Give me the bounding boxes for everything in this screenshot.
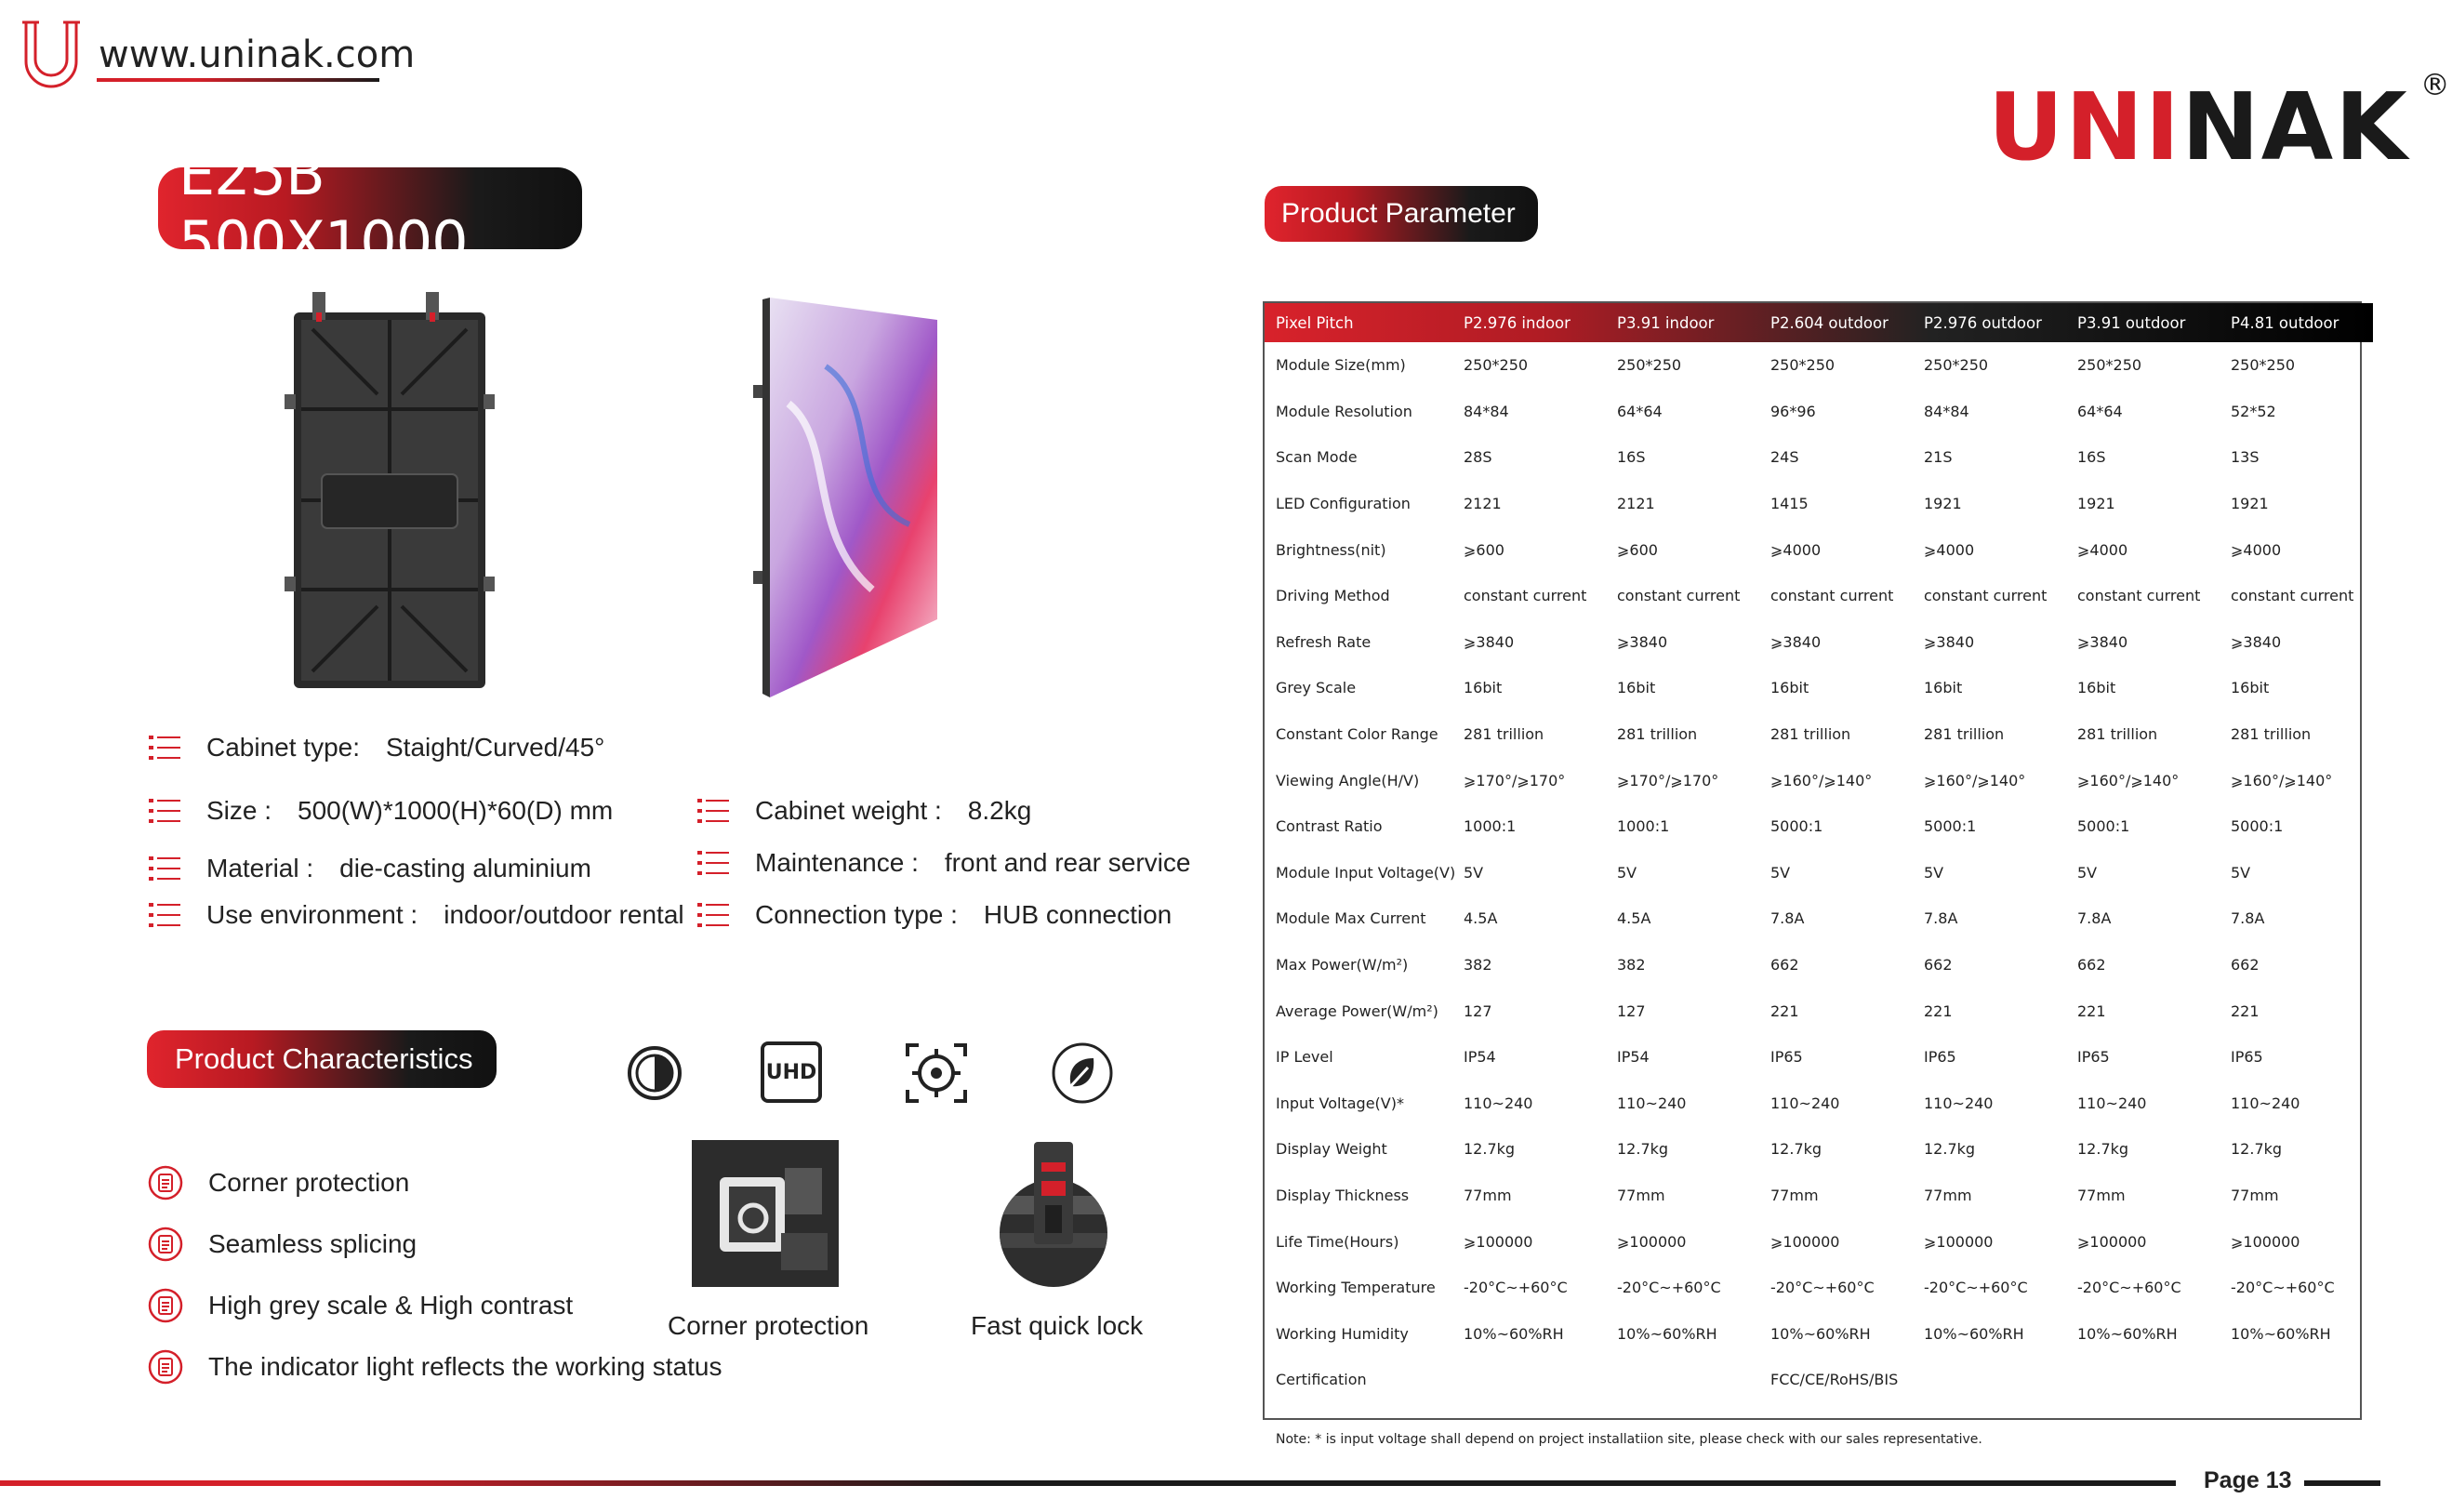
table-cell: 110~240 [1464, 1094, 1533, 1112]
table-cell: 7.8A [2077, 909, 2112, 928]
characteristics-title: Product Characteristics [147, 1030, 497, 1088]
table-row [1265, 1173, 2373, 1219]
page-number: Page 13 [2204, 1467, 2292, 1493]
table-cell: 127 [1464, 1001, 1492, 1020]
table-cell: 1921 [2077, 495, 2115, 513]
table-cell: 10%~60%RH [1464, 1324, 1564, 1343]
table-cell: 10%~60%RH [1770, 1324, 1871, 1343]
table-cell: ⩾3840 [2077, 632, 2128, 651]
row-label: Constant Color Range [1276, 725, 1438, 744]
parameter-table [1263, 301, 2362, 1420]
table-cell: 221 [1924, 1001, 1953, 1020]
table-cell: 12.7kg [1770, 1140, 1822, 1159]
spec-cabinet-type [149, 733, 604, 763]
spec-label: Connection type : [755, 900, 958, 929]
brand-black-part: NAK [2181, 73, 2409, 181]
table-cell: IP65 [1770, 1048, 1803, 1067]
table-cell: IP65 [1924, 1048, 1956, 1067]
table-cell: 64*64 [2077, 402, 2123, 420]
table-cell: 77mm [2231, 1186, 2279, 1204]
table-header-cell: P4.81 outdoor [2231, 313, 2339, 332]
table-cell: 5V [1924, 863, 1944, 882]
row-label: Working Humidity [1276, 1324, 1409, 1343]
spec-maintenance [697, 848, 1190, 878]
table-row [1265, 711, 2373, 758]
table-cell: 77mm [1464, 1186, 1512, 1204]
table-cell: ⩾600 [1464, 540, 1504, 559]
table-cell: ⩾160°/⩾140° [2077, 771, 2180, 789]
table-cell: 5V [2231, 863, 2251, 882]
table-cell: ⩾160°/⩾140° [1924, 771, 2026, 789]
row-label: Average Power(W/m²) [1276, 1001, 1438, 1020]
table-cell: ⩾100000 [1770, 1232, 1840, 1251]
table-cell: ⩾160°/⩾140° [1770, 771, 1873, 789]
table-row [1265, 988, 2373, 1034]
table-cell: ⩾3840 [2231, 632, 2282, 651]
table-cell: 52*52 [2231, 402, 2276, 420]
table-cell: 10%~60%RH [1617, 1324, 1717, 1343]
table-cell: 221 [1770, 1001, 1799, 1020]
table-row [1265, 1265, 2373, 1311]
table-cell: 77mm [2077, 1186, 2126, 1204]
table-cell: 7.8A [2231, 909, 2265, 928]
table-row [1265, 389, 2373, 435]
table-cell: 4.5A [1617, 909, 1651, 928]
table-cell: 5V [2077, 863, 2098, 882]
registered-mark: ® [2419, 67, 2452, 102]
table-cell: -20°C~+60°C [1924, 1279, 2028, 1297]
table-cell: 10%~60%RH [2231, 1324, 2331, 1343]
corner-protection-photo [692, 1140, 839, 1287]
footer-line-end [2304, 1480, 2380, 1486]
row-label: Max Power(W/m²) [1276, 956, 1409, 975]
table-cell: 16bit [1924, 679, 1963, 697]
table-cell: 5000:1 [1770, 817, 1823, 836]
table-cell: 77mm [1924, 1186, 1972, 1204]
table-cell: 24S [1770, 448, 1799, 467]
table-cell: 281 trillion [1464, 725, 1544, 744]
uhd-icon [761, 1041, 822, 1103]
table-cell: IP65 [2231, 1048, 2263, 1067]
table-header-cell: P2.976 outdoor [1924, 313, 2042, 332]
table-cell: 1000:1 [1464, 817, 1517, 836]
table-cell: 7.8A [1770, 909, 1805, 928]
table-cell: ⩾100000 [1464, 1232, 1533, 1251]
table-cell: 2121 [1617, 495, 1655, 513]
spec-label: Material : [206, 854, 314, 882]
table-cell: 281 trillion [2077, 725, 2158, 744]
table-cell: constant current [2231, 587, 2354, 605]
row-label: Module Size(mm) [1276, 356, 1406, 375]
table-cell [1606, 1357, 1759, 1403]
row-label: Scan Mode [1276, 448, 1358, 467]
list-icon [149, 902, 180, 928]
brand-logo [1988, 67, 2452, 181]
table-cell: -20°C~+60°C [1770, 1279, 1875, 1297]
table-row [1265, 526, 2373, 573]
list-icon [149, 735, 180, 761]
table-cell: IP65 [2077, 1048, 2110, 1067]
table-cell: ⩾3840 [1924, 632, 1975, 651]
table-row [1265, 942, 2373, 988]
row-label: LED Configuration [1276, 495, 1411, 513]
row-label: Display Thickness [1276, 1186, 1410, 1204]
spec-size [149, 796, 613, 826]
table-cell: 281 trillion [1924, 725, 2005, 744]
table-cell: 110~240 [1770, 1094, 1840, 1112]
cabinet-back-image [285, 292, 495, 696]
clipboard-icon [147, 1164, 184, 1201]
table-cell: 12.7kg [2077, 1140, 2129, 1159]
clipboard-icon [147, 1348, 184, 1386]
table-cell: 64*64 [1617, 402, 1663, 420]
spec-label: Cabinet type: [206, 733, 360, 762]
table-cell: 84*84 [1464, 402, 1509, 420]
table-cell: 662 [1924, 956, 1953, 975]
table-row [1265, 342, 2373, 389]
table-cell: 77mm [1617, 1186, 1665, 1204]
fast-quick-lock-photo [980, 1140, 1127, 1287]
table-cell: 5000:1 [1924, 817, 1977, 836]
uninak-u-logo [20, 19, 82, 89]
footnote: Note: * is input voltage shall depend on project installatiion site, please check with our sales representative. [1276, 1432, 1982, 1447]
table-cell: ⩾4000 [1770, 540, 1822, 559]
cabinet-front-image [751, 292, 937, 697]
list-icon [149, 798, 180, 824]
table-cell: 662 [2231, 956, 2260, 975]
characteristic-item [147, 1348, 722, 1386]
photo-caption: Fast quick lock [971, 1311, 1144, 1340]
table-cell: 21S [1924, 448, 1953, 467]
row-label: Grey Scale [1276, 679, 1357, 697]
brand-red-part: UNI [1988, 73, 2182, 181]
characteristic-label: Corner protection [208, 1168, 410, 1197]
table-row [1265, 481, 2373, 527]
row-label: Driving Method [1276, 587, 1390, 605]
table-cell: 12.7kg [1617, 1140, 1669, 1159]
spec-label: Size : [206, 796, 272, 825]
spec-label: Cabinet weight : [755, 796, 942, 825]
leaf-icon [1051, 1041, 1114, 1105]
table-cell: -20°C~+60°C [2077, 1279, 2181, 1297]
table-cell: 5000:1 [2231, 817, 2284, 836]
table-row [1265, 803, 2373, 850]
characteristic-label: High grey scale & High contrast [208, 1291, 574, 1320]
footer-line [0, 1480, 2176, 1486]
row-label: Input Voltage(V)* [1276, 1094, 1404, 1112]
row-label: Module Max Current [1276, 909, 1426, 928]
url-underline [97, 78, 379, 82]
table-cell: 13S [2231, 448, 2260, 467]
table-cell: 10%~60%RH [1924, 1324, 2024, 1343]
table-cell: constant current [1617, 587, 1741, 605]
table-cell: 96*96 [1770, 402, 1816, 420]
row-label: Brightness(nit) [1276, 540, 1386, 559]
table-cell: ⩾4000 [2231, 540, 2282, 559]
table-row [1265, 619, 2373, 666]
table-cell: ⩾4000 [1924, 540, 1975, 559]
table-cell: ⩾3840 [1464, 632, 1515, 651]
table-cell: 281 trillion [1617, 725, 1698, 744]
table-row-certification [1265, 1357, 2373, 1403]
table-header-cell: P2.976 indoor [1464, 313, 1571, 332]
table-cell: constant current [1924, 587, 2048, 605]
table-cell: 16bit [2231, 679, 2270, 697]
table-cell: 5V [1770, 863, 1791, 882]
list-icon [697, 902, 729, 928]
row-label: Module Resolution [1276, 402, 1412, 420]
table-cell: ⩾3840 [1617, 632, 1668, 651]
table-cell: 1415 [1770, 495, 1809, 513]
table-cell: constant current [1464, 587, 1587, 605]
table-cell: 16bit [1770, 679, 1809, 697]
clipboard-icon [147, 1226, 184, 1263]
table-cell: ⩾600 [1617, 540, 1658, 559]
table-row [1265, 850, 2373, 896]
table-row [1265, 757, 2373, 803]
characteristic-label: The indicator light reflects the working status [208, 1352, 722, 1381]
table-cell: 662 [1770, 956, 1799, 975]
table-cell: 250*250 [1464, 356, 1529, 375]
table-cell: 5V [1617, 863, 1637, 882]
table-cell: 221 [2077, 1001, 2106, 1020]
table-header-label: Pixel Pitch [1276, 313, 1354, 332]
table-cell: ⩾100000 [1617, 1232, 1687, 1251]
table-cell: -20°C~+60°C [2231, 1279, 2335, 1297]
table-row [1265, 665, 2373, 711]
table-cell: ⩾170°/⩾170° [1464, 771, 1566, 789]
table-cell: 250*250 [1617, 356, 1682, 375]
spec-label: Use environment : [206, 900, 418, 929]
table-cell: 382 [1617, 956, 1646, 975]
table-cell: 250*250 [1770, 356, 1836, 375]
table-cell: 12.7kg [1464, 1140, 1516, 1159]
table-cell: ⩾4000 [2077, 540, 2128, 559]
table-cell: constant current [1770, 587, 1894, 605]
table-cell: 16bit [1617, 679, 1656, 697]
list-icon [149, 855, 180, 882]
spec-material [149, 854, 591, 883]
table-cell: ⩾3840 [1770, 632, 1822, 651]
spec-value: 8.2kg [967, 796, 1032, 825]
table-cell: 281 trillion [1770, 725, 1851, 744]
table-cell: 250*250 [2231, 356, 2296, 375]
table-row [1265, 895, 2373, 942]
table-cell: 250*250 [2077, 356, 2142, 375]
spec-value: 500(W)*1000(H)*60(D) mm [298, 796, 614, 825]
target-icon [904, 1041, 969, 1105]
table-cell: 1921 [1924, 495, 1962, 513]
table-cell: 84*84 [1924, 402, 1969, 420]
table-cell: IP54 [1617, 1048, 1650, 1067]
table-cell: -20°C~+60°C [1617, 1279, 1721, 1297]
table-row [1265, 1081, 2373, 1127]
table-cell: 16S [1617, 448, 1646, 467]
list-icon [697, 850, 729, 876]
row-label: Certification [1276, 1371, 1367, 1389]
table-cell: -20°C~+60°C [1464, 1279, 1568, 1297]
table-cell: ⩾160°/⩾140° [2231, 771, 2333, 789]
characteristic-item [147, 1164, 409, 1201]
table-row [1265, 1034, 2373, 1081]
table-cell: 1000:1 [1617, 817, 1670, 836]
table-cell: 250*250 [1924, 356, 1989, 375]
characteristic-label: Seamless splicing [208, 1229, 418, 1258]
spec-label: Maintenance : [755, 848, 919, 877]
table-row [1265, 573, 2373, 619]
table-cell: 2121 [1464, 495, 1502, 513]
table-cell: 110~240 [1924, 1094, 1994, 1112]
spec-cabinet-weight [697, 796, 1031, 826]
table-cell: ⩾100000 [2077, 1232, 2147, 1251]
table-cell: ⩾100000 [1924, 1232, 1994, 1251]
table-cell: 110~240 [1617, 1094, 1687, 1112]
table-cell: 221 [2231, 1001, 2260, 1020]
table-cell: 16bit [2077, 679, 2116, 697]
characteristic-item [147, 1226, 417, 1263]
row-label: Viewing Angle(H/V) [1276, 771, 1420, 789]
table-row [1265, 1310, 2373, 1357]
row-label: Module Input Voltage(V) [1276, 863, 1456, 882]
characteristic-item [147, 1287, 573, 1324]
spec-use-environment [149, 900, 684, 930]
table-cell: 5V [1464, 863, 1484, 882]
row-label: Display Weight [1276, 1140, 1387, 1159]
spec-connection-type [697, 900, 1172, 930]
spec-value: indoor/outdoor rental [444, 900, 684, 929]
table-cell: 12.7kg [2231, 1140, 2283, 1159]
table-cell: 127 [1617, 1001, 1646, 1020]
spec-value: die-casting aluminium [339, 854, 591, 882]
table-cell [1452, 1357, 1606, 1403]
table-cell: 7.8A [1924, 909, 1958, 928]
table-header-cell: P3.91 indoor [1617, 313, 1715, 332]
table-cell: 5000:1 [2077, 817, 2130, 836]
row-label: Contrast Ratio [1276, 817, 1383, 836]
table-cell: 281 trillion [2231, 725, 2312, 744]
list-icon [697, 798, 729, 824]
table-header-cell: P3.91 outdoor [2077, 313, 2186, 332]
table-row [1265, 434, 2373, 481]
table-header-cell: P2.604 outdoor [1770, 313, 1889, 332]
table-cell: 28S [1464, 448, 1492, 467]
uhd-icon-label: UHD [765, 1060, 817, 1084]
contrast-icon [625, 1043, 684, 1103]
table-cell: 110~240 [2231, 1094, 2300, 1112]
table-header-row [1265, 303, 2373, 342]
row-label: Working Temperature [1276, 1279, 1436, 1297]
table-cell: 16bit [1464, 679, 1503, 697]
photo-caption: Corner protection [668, 1311, 869, 1340]
parameter-title: Product Parameter [1265, 186, 1538, 242]
table-cell: 16S [2077, 448, 2106, 467]
website-url[interactable]: www.uninak.com [99, 33, 416, 76]
row-label: Refresh Rate [1276, 632, 1372, 651]
row-label: IP Level [1276, 1048, 1333, 1067]
table-cell: 4.5A [1464, 909, 1498, 928]
clipboard-icon [147, 1287, 184, 1324]
table-cell: 110~240 [2077, 1094, 2147, 1112]
spec-value: HUB connection [983, 900, 1173, 929]
spec-value: Staight/Curved/45° [386, 733, 605, 762]
table-cell: IP54 [1464, 1048, 1496, 1067]
table-row [1265, 1218, 2373, 1265]
table-cell: ⩾100000 [2231, 1232, 2300, 1251]
table-cell: constant current [2077, 587, 2201, 605]
certification-value: FCC/CE/RoHS/BIS [1770, 1371, 1899, 1389]
table-cell: ⩾170°/⩾170° [1617, 771, 1719, 789]
table-cell: 1921 [2231, 495, 2269, 513]
table-cell: 10%~60%RH [2077, 1324, 2178, 1343]
table-cell: 12.7kg [1924, 1140, 1976, 1159]
spec-value: front and rear service [944, 848, 1191, 877]
table-cell: 662 [2077, 956, 2106, 975]
row-label: Life Time(Hours) [1276, 1232, 1399, 1251]
table-cell: 77mm [1770, 1186, 1819, 1204]
table-cell: 382 [1464, 956, 1492, 975]
table-row [1265, 1126, 2373, 1173]
model-title: E25B 500X1000 [158, 167, 582, 249]
